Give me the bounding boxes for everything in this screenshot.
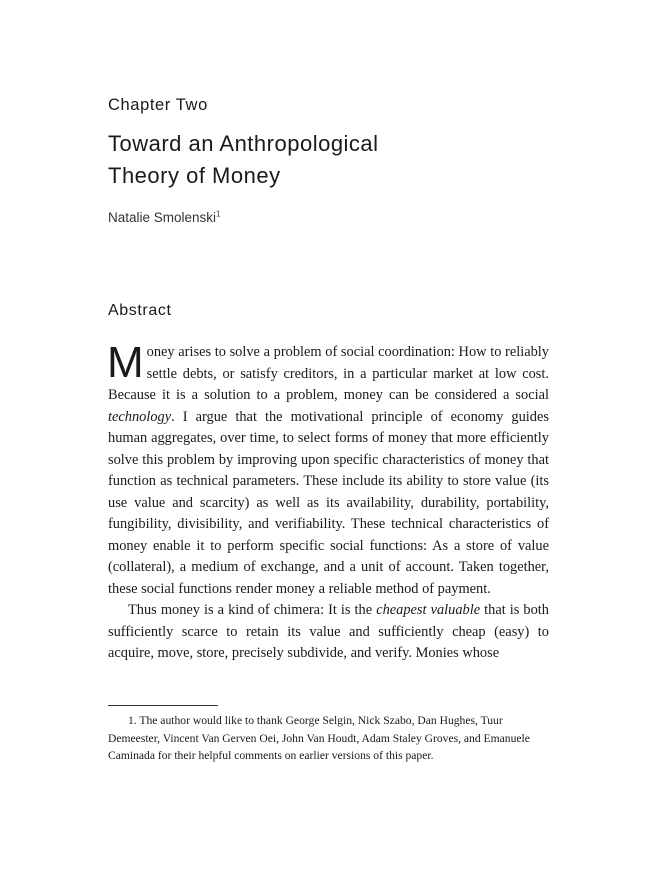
chapter-label: Chapter Two bbox=[108, 96, 208, 114]
paragraph-2-text-a: Thus money is a kind of chimera: It is the bbox=[128, 602, 377, 618]
abstract-paragraph-2 bbox=[108, 600, 549, 665]
author-name: Natalie Smolenski bbox=[108, 210, 217, 225]
chapter-title-line-2: Theory of Money bbox=[108, 163, 281, 188]
chapter-title bbox=[108, 128, 379, 192]
paragraph-2-emphasis: cheapest valuable bbox=[376, 602, 481, 618]
author-footnote-mark: 1 bbox=[216, 209, 221, 219]
paragraph-1-emphasis: technology bbox=[108, 408, 172, 425]
footnote-divider bbox=[108, 705, 218, 706]
footnote-1: 1. The author would like to thank George Selgin, Nick Szabo, Dan Hughes, Tuur Demeester, Vincent Van Gerven Oei, John Van Houdt, Adam Staley Groves, and Emanuele Caminada for their helpful comments on earlier versions of this paper. bbox=[108, 714, 530, 762]
paragraph-2-text-b: that is both sufficiently scarce to retain its value and sufficiently cheap (easy) to acquire, move, store, precisely subdivide, and verify. Monies whose bbox=[108, 602, 549, 661]
paragraph-1-text-b: . I argue that the motivational principle of economy guides human aggregates, over time, to select forms of money that more efficiently solve this problem by improving upon specific characteristics of money that function as technical parameters. These include its ability to store value (its use value and scarcity) as well as its availability, durability, portability, fungibility, divisibility, and verifiability. These technical characteristics of money enable it to perform specific social functions: As a store of value (collateral), a medium of exchange, and a unit of account. Taken together, these social functions render money a reliable method of payment. bbox=[108, 408, 549, 597]
paragraph-1-text-a: oney arises to solve a problem of social coordination: How to reliably settle debts, or satisfy creditors, in a particular market at low cost. Because it is a solution to a problem, money can be considered a social bbox=[108, 344, 549, 403]
abstract-paragraph-1 bbox=[107, 338, 549, 600]
abstract-heading: Abstract bbox=[108, 302, 172, 319]
author-byline bbox=[108, 210, 221, 225]
abstract-body bbox=[107, 338, 549, 665]
drop-cap: M bbox=[107, 338, 144, 387]
chapter-title-line-1: Toward an Anthropological bbox=[108, 131, 379, 156]
